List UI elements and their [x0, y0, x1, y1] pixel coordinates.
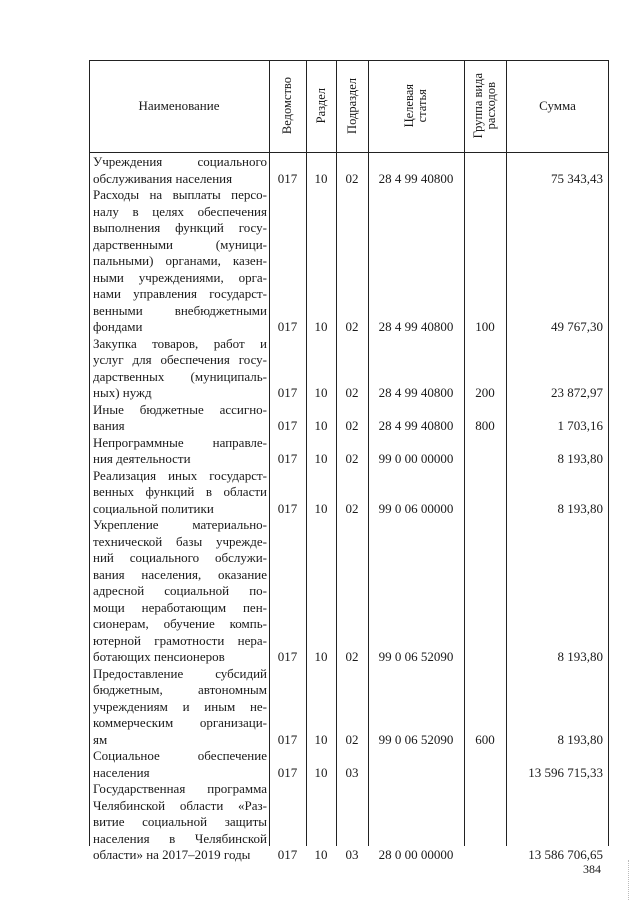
row-name-line: нами управления государст- [93, 286, 267, 301]
header-podrazdel-cell [336, 60, 368, 152]
row-podrazdel: 02 [345, 385, 359, 400]
row-summa: 13 586 706,65 [528, 847, 603, 862]
row-name-line: дарственных (муниципаль- [93, 368, 267, 384]
row-name-line: выполнения функций госу- [93, 220, 267, 235]
row-name-line: Расходы на выплаты персо- [93, 187, 267, 202]
row-name-line: венными внебюджетными [93, 302, 267, 318]
row-name-line: Государственная программа [93, 781, 267, 796]
row-podrazdel: 02 [345, 418, 359, 433]
table-row [89, 517, 609, 666]
header-celevaya-cell [368, 60, 464, 152]
row-celevaya: 28 0 00 00000 [378, 847, 454, 862]
row-razdel: 10 [314, 500, 328, 516]
header-gruppa: Группа вида расходов [471, 73, 498, 139]
row-name-line: коммерческим организаци- [93, 715, 267, 730]
row-vedomstvo: 017 [277, 385, 298, 400]
row-name-line: мощи неработающим пен- [93, 599, 267, 615]
row-podrazdel: 03 [345, 847, 359, 862]
row-name-line: сионерам, обучение компь- [93, 616, 267, 631]
row-name-line: венных функций в области [93, 484, 267, 499]
row-podrazdel: 02 [345, 170, 359, 186]
row-name-line: Закупка товаров, работ и [93, 335, 267, 351]
row-celevaya: 28 4 99 40800 [378, 319, 454, 334]
row-summa: 49 767,30 [551, 319, 603, 334]
row-name-line: социальной политики [93, 500, 214, 516]
row-summa: 8 193,80 [557, 500, 603, 516]
row-summa: 13 596 715,33 [528, 764, 603, 780]
row-celevaya: 28 4 99 40800 [378, 170, 454, 186]
row-name-line: адресной социальной по- [93, 583, 267, 598]
row-podrazdel: 02 [345, 500, 359, 516]
table-row [89, 666, 609, 749]
table-hline [89, 152, 609, 153]
row-gruppa: 600 [475, 731, 495, 747]
row-vedomstvo: 017 [277, 764, 298, 780]
row-vedomstvo: 017 [277, 319, 298, 334]
edge-marks [628, 860, 631, 900]
row-name [93, 517, 267, 666]
row-name-line: населения в Челябинской [93, 830, 267, 846]
row-name-line: Социальное обеспечение [93, 748, 267, 763]
header-razdel-cell [306, 60, 336, 152]
table-row [89, 435, 609, 468]
table-row [89, 187, 609, 336]
row-vedomstvo: 017 [277, 649, 298, 664]
row-celevaya: 28 4 99 40800 [378, 385, 454, 400]
row-name-line: Учреждения социального [93, 154, 267, 169]
row-celevaya: 99 0 06 52090 [378, 731, 454, 747]
row-razdel: 10 [314, 319, 328, 334]
row-name [93, 666, 267, 749]
row-name-line: витие социальной защиты [93, 814, 267, 829]
row-name-line: обслуживания населения [93, 170, 233, 186]
row-name-line: ям [93, 731, 108, 747]
row-name [93, 154, 267, 187]
row-name-line: Челябинской области «Раз- [93, 797, 267, 813]
row-summa: 8 193,80 [557, 649, 603, 664]
row-razdel: 10 [314, 649, 328, 664]
row-celevaya: 99 0 06 52090 [378, 649, 454, 664]
row-vedomstvo: 017 [277, 418, 298, 433]
row-summa: 8 193,80 [557, 731, 603, 747]
row-name-line: ботающих пенсионеров [93, 649, 225, 664]
row-name-line: Укрепление материально- [93, 517, 267, 532]
row-name-line: области» на 2017–2019 годы [93, 847, 251, 862]
table-row [89, 154, 609, 187]
row-podrazdel: 02 [345, 649, 359, 664]
row-name [93, 468, 267, 518]
row-celevaya: 99 0 06 00000 [378, 500, 454, 516]
budget-table [89, 60, 609, 862]
table-hline [89, 60, 609, 61]
row-name-line: бюджетным, автономным [93, 682, 267, 697]
row-name [93, 336, 267, 402]
row-summa: 23 872,97 [551, 385, 603, 400]
row-name-line: учреждениям и иным не- [93, 698, 267, 714]
row-vedomstvo: 017 [277, 170, 298, 186]
row-gruppa: 100 [475, 319, 495, 334]
row-summa: 8 193,80 [557, 451, 603, 466]
row-razdel: 10 [314, 764, 328, 780]
row-podrazdel: 03 [345, 764, 359, 780]
row-gruppa: 800 [475, 418, 495, 433]
row-razdel: 10 [314, 170, 328, 186]
row-razdel: 10 [314, 731, 328, 747]
row-vedomstvo: 017 [277, 500, 298, 516]
row-vedomstvo: 017 [277, 451, 298, 466]
row-summa: 75 343,43 [551, 170, 603, 186]
header-celevaya: Целевая статья [402, 84, 429, 128]
row-vedomstvo: 017 [277, 847, 298, 862]
row-name-line: дарственными (муници- [93, 236, 267, 252]
row-gruppa: 200 [475, 385, 495, 400]
row-name-line: налу в целях обеспечения [93, 203, 267, 219]
row-name-line: услуг для обеспечения госу- [93, 352, 267, 367]
row-name-line: Непрограммные направле- [93, 434, 267, 450]
row-razdel: 10 [314, 847, 328, 862]
row-name-line: фондами [93, 319, 143, 334]
row-name-line: вания [93, 418, 125, 433]
row-celevaya: 99 0 00 00000 [378, 451, 454, 466]
page-number: 384 [583, 862, 601, 876]
row-name-line: ния деятельности [93, 451, 191, 466]
table-row [89, 748, 609, 781]
row-podrazdel: 02 [345, 319, 359, 334]
row-celevaya: 28 4 99 40800 [378, 418, 454, 433]
row-name [93, 781, 267, 864]
row-razdel: 10 [314, 451, 328, 466]
row-name-line: Реализация иных государст- [93, 467, 267, 483]
row-name [93, 435, 267, 468]
row-name [93, 187, 267, 336]
row-name-line: населения [93, 764, 150, 780]
table-row [89, 468, 609, 518]
row-name-line: ний социального обслужи- [93, 550, 267, 565]
row-name-line: Иные бюджетные ассигно- [93, 401, 267, 417]
row-name-line: Предоставление субсидий [93, 665, 267, 681]
row-name-line: ютерной грамотности нера- [93, 632, 267, 648]
row-name-line: вания населения, оказание [93, 566, 267, 582]
header-vedomstvo-cell [269, 60, 306, 152]
row-name-line: ных) нужд [93, 385, 152, 400]
row-name-line: ными учреждениями, орга- [93, 269, 267, 285]
table-row [89, 336, 609, 402]
row-vedomstvo: 017 [277, 731, 298, 747]
row-razdel: 10 [314, 385, 328, 400]
header-razdel: Раздел [313, 88, 328, 124]
row-podrazdel: 02 [345, 731, 359, 747]
header-gruppa-cell [464, 60, 506, 152]
header-vedomstvo: Ведомство [280, 77, 294, 135]
header-name: Наименование [138, 98, 220, 113]
row-summa: 1 703,16 [557, 418, 603, 433]
row-podrazdel: 02 [345, 451, 359, 466]
header-podrazdel: Подраздел [344, 78, 359, 134]
row-name [93, 748, 267, 781]
header-summa: Сумма [539, 98, 576, 113]
row-name [93, 402, 267, 435]
table-row [89, 402, 609, 435]
row-name-line: технической базы учрежде- [93, 533, 267, 549]
table-row [89, 781, 609, 864]
row-name-line: пальными) органами, казен- [93, 253, 267, 268]
row-razdel: 10 [314, 418, 328, 433]
